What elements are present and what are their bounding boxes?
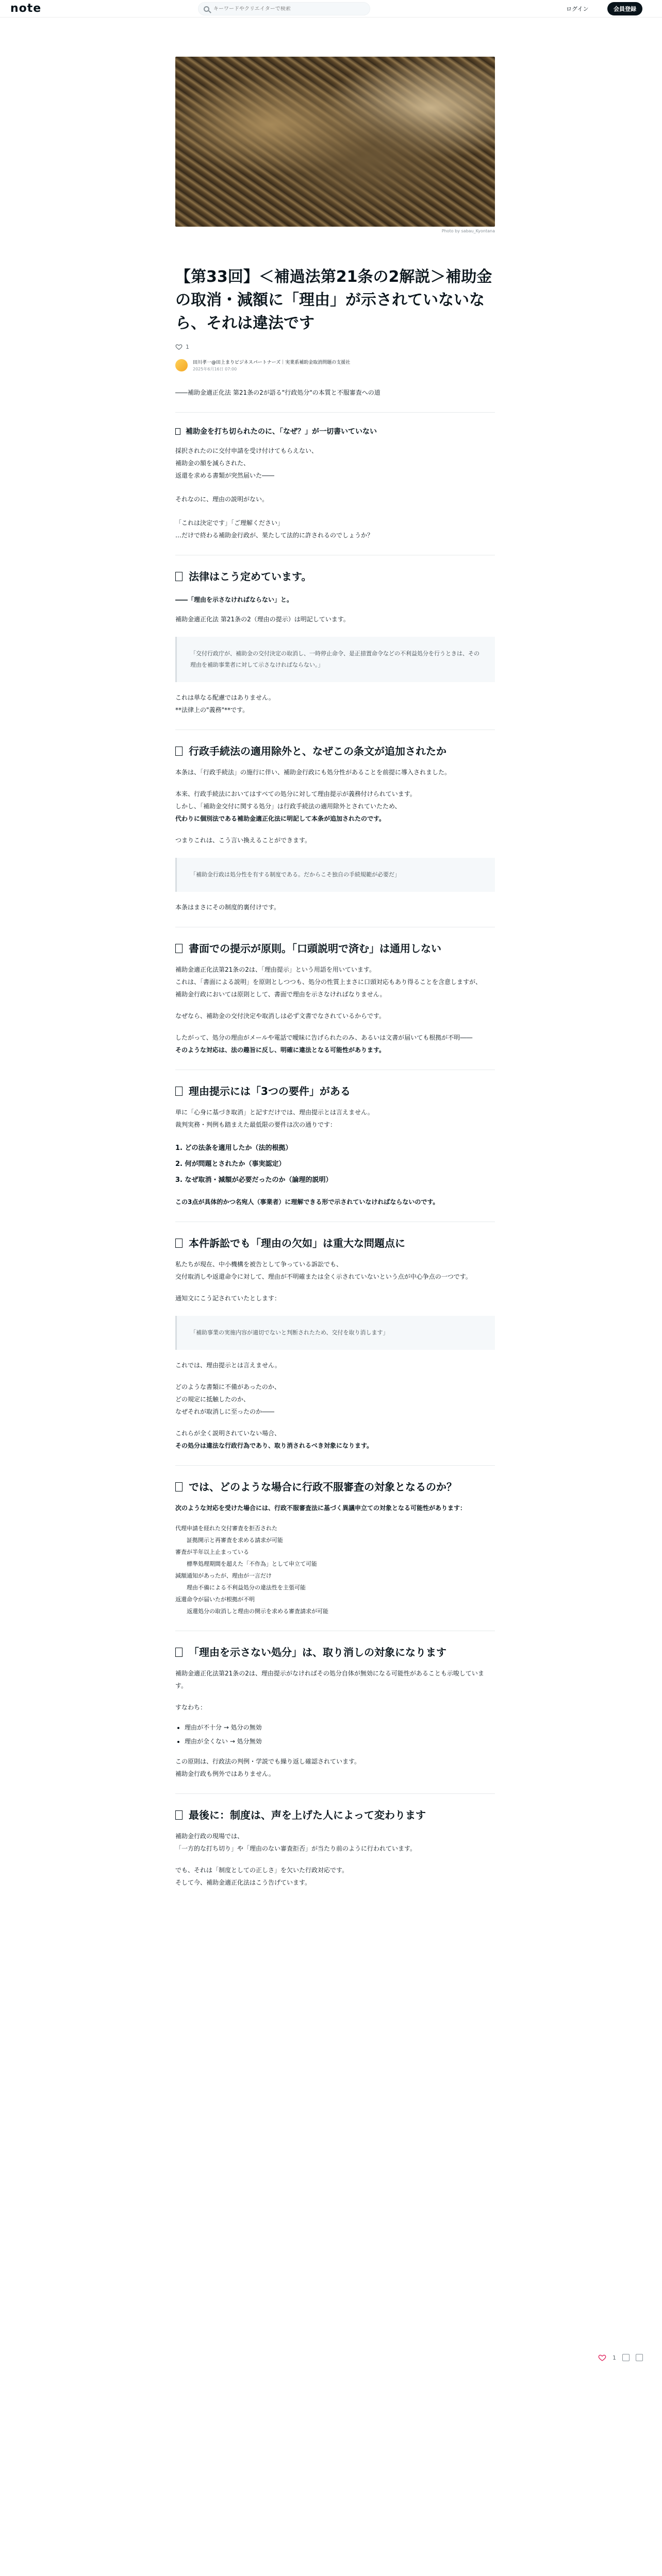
divider: [175, 1465, 495, 1466]
section-heading: 本件訴訟でも「理由の欠如」は重大な問題点に: [175, 1235, 495, 1251]
square-icon: [175, 1648, 183, 1657]
paragraph: 採択されたのに交付申請を受け付けてもらえない、: [175, 447, 318, 454]
paragraph: その処分は違法な行政行為であり、取り消されるべき対象になります。: [175, 1442, 373, 1449]
tree-item: 審査が半年以上止まっている: [175, 1548, 249, 1555]
hero-image: [175, 57, 495, 227]
paragraph: 私たちが現在、中小機構を被告として争っている訴訟でも、: [175, 1260, 343, 1268]
list-item: 2. 何が問題とされたか（事実認定）: [175, 1160, 286, 1168]
paragraph: 補助金適正化法 第21条の2（理由の提示）は明記しています。: [175, 615, 350, 623]
paragraph: 補助金行政も例外ではありません。: [175, 1770, 275, 1778]
search-input[interactable]: [213, 6, 358, 12]
paragraph: これは、「書面による説明」を原則としつつも、処分の性質上まさに口頭対応もあり得ることを含意しますが、: [175, 978, 482, 986]
section-heading: 書面での提示が原則。「口頭説明で済む」は通用しない: [175, 941, 495, 956]
paragraph: 「これは決定です」「ご理解ください」: [175, 519, 284, 527]
author-block[interactable]: [175, 359, 495, 372]
article-title: 【第33回】＜補過法第21条の2解説＞補助金の取消・減額に「理由」が示されていないなら、それは違法です: [175, 268, 492, 332]
paragraph: しかし、「補助金交付に関する処分」は行政手続法の適用除外とされていたため、: [175, 802, 401, 810]
paragraph: これでは、理由提示とは言えません。: [175, 1361, 281, 1369]
divider: [175, 1793, 495, 1794]
paragraph: 通知文にこう記されていたとします：: [175, 1294, 281, 1302]
section-heading: 理由提示には「3つの要件」がある: [175, 1083, 495, 1099]
section-heading: 行政手続法の適用除外と、なぜこの条文が追加されたか: [175, 743, 495, 759]
like-row[interactable]: [175, 343, 495, 350]
lead-text: ――補助金適正化法 第21条の2が語る"行政処分"の本質と不服審査への道: [175, 389, 380, 396]
paragraph: したがって、処分の理由がメールや電話で曖昧に告げられたのみ、あるいは文書が届いても根拠が不明――: [175, 1033, 473, 1041]
square-icon: [175, 1482, 183, 1492]
square-icon: [175, 747, 183, 756]
tree-subitem: 証拠開示と再審査を求める請求が可能: [187, 1536, 283, 1544]
paragraph: **法律上の"義務"**です。: [175, 706, 249, 714]
search-bar[interactable]: [198, 2, 370, 15]
tree-subitem: 返還処分の取消しと理由の開示を求める審査請求が可能: [187, 1608, 328, 1615]
author-name[interactable]: 田川孝一@田上まりビジネスパートナーズ｜実業系補助金取消問題の支援社: [193, 360, 351, 365]
section-heading: 補助金を打ち切られたのに、「なぜ？」が一切書いていない: [175, 426, 495, 437]
paragraph: 返還を求める書類が突然届いた――: [175, 471, 275, 479]
bookmark-icon[interactable]: [622, 2354, 630, 2361]
paragraph: これらが全く説明されていない場合、: [175, 1429, 281, 1437]
section-heading: 最後に：制度は、声を上げた人によって変わります: [175, 1807, 495, 1823]
paragraph: この原則は、行政法の判例・学説でも繰り返し確認されています。: [175, 1758, 361, 1766]
paragraph: 補助金適正化法第21条の2は、理由提示がなければその処分自体が無効になる可能性があることも示唆しています。: [175, 1670, 484, 1690]
square-icon: [175, 1239, 183, 1248]
signup-button[interactable]: 会員登録: [607, 2, 642, 15]
heart-icon[interactable]: [598, 2353, 606, 2362]
floating-actions: [598, 2353, 643, 2362]
paragraph: 単に「心身に基づき取消」と記すだけでは、理由提示とは言えません。: [175, 1108, 374, 1116]
paragraph: 補助金適正化法第21条の2は、「理由提示」という用語を用いています。: [175, 965, 375, 973]
requirement-list: [175, 1140, 495, 1189]
paragraph: 交付取消しや返還命令に対して、理由が不明確または全く示されていないという点が中心争点の一つです。: [175, 1273, 472, 1280]
paragraph: 本来、行政手続法においてはすべての処分に対して理由提示が義務付けられています。: [175, 790, 416, 798]
paragraph: 次のような対応を受けた場合には、行政不服審査法に基づく異議申立ての対象となる可能性があります：: [175, 1504, 467, 1512]
paragraph: 「一方的な打ち切り」や「理由のない審査拒否」が当たり前のように行われています。: [175, 1845, 417, 1853]
share-icon[interactable]: [636, 2354, 643, 2361]
paragraph: つまりこれは、こう言い換えることができます。: [175, 836, 311, 844]
paragraph: 本条はまさにその制度的裏付けです。: [175, 903, 280, 911]
paragraph: 補助金行政の現場では、: [175, 1833, 244, 1840]
paragraph: そのような対応は、法の趣旨に反し、明確に違法となる可能性があります。: [175, 1046, 386, 1054]
paragraph: でも、それは「制度としての正しさ」を欠いた行政対応です。: [175, 1867, 349, 1874]
note-logo[interactable]: note: [10, 2, 42, 15]
paragraph: なぜそれが取消しに至ったのか――: [175, 1408, 275, 1415]
case-tree: [175, 1522, 495, 1618]
paragraph: 代わりに個別法である補助金適正化法に明記して本条が追加されたのです。: [175, 815, 386, 822]
square-icon: [175, 1810, 183, 1820]
square-icon: [175, 428, 180, 435]
paragraph: この3点が具体的かつ名宛人（事業者）に理解できる形で示されていなければならないのです。: [175, 1198, 439, 1206]
paragraph: そして今、補助金適正化法はこう告げています。: [175, 1879, 311, 1887]
square-icon: [175, 572, 183, 581]
list-item: 1. どの法条を適用したか（法的根拠）: [175, 1144, 292, 1152]
tree-item: 減額通知があったが、理由が一言だけ: [175, 1572, 272, 1579]
paragraph: これは単なる配慮ではありません。: [175, 693, 275, 701]
login-button[interactable]: ログイン: [566, 6, 589, 12]
tree-subitem: 理由不備による不利益処分の違法性を主張可能: [187, 1584, 306, 1591]
divider: [175, 412, 495, 413]
publish-date: 2025年6月16日 07:00: [193, 367, 237, 371]
site-header: [0, 0, 662, 18]
section-heading: 法律はこう定めています。: [175, 569, 495, 584]
paragraph: どの規定に抵触したのか、: [175, 1395, 250, 1403]
square-icon: [175, 944, 183, 953]
paragraph: すなわち：: [175, 1704, 207, 1711]
paragraph: …だけで終わる補助金行政が、果たして法的に許されるのでしょうか？: [175, 531, 374, 539]
paragraph: 本条は、「行政手続法」の施行に伴い、補助金行政にも処分性があることを前提に導入されました。: [175, 768, 451, 776]
blockquote: 「補助金行政は処分性を有する制度である。だからこそ独自の手続規範が必要だ」: [175, 858, 495, 892]
tree-subitem: 標準処理期間を超えた「不作為」として申立て可能: [187, 1560, 317, 1567]
tree-item: 返還命令が届いたが根拠が不明: [175, 1596, 255, 1603]
list-item: • 理由が全くない → 処分無効: [185, 1735, 495, 1748]
blockquote: 「補助事業の実施内容が適切でないと判断されたため、交付を取り消します」: [175, 1316, 495, 1350]
subheading: ――「理由を示さなければならない」と。: [175, 596, 293, 603]
section-heading: 「理由を示さない処分」は、取り消しの対象になります: [175, 1645, 495, 1660]
heart-icon[interactable]: [175, 343, 183, 350]
photo-credit[interactable]: Photo by sabau_Kyontana: [441, 229, 495, 233]
list-item: • 理由が不十分 → 処分の無効: [185, 1721, 495, 1734]
paragraph: なぜなら、補助金の交付決定や取消しは必ず文書でなされているからです。: [175, 1012, 385, 1020]
section-heading: では、どのような場合に行政不服審査の対象となるのか？: [175, 1479, 495, 1495]
side-like-count: 1: [613, 2354, 616, 2361]
article: [175, 57, 495, 1889]
paragraph: 補助金行政においては原則として、書面で理由を示さなければなりません。: [175, 990, 386, 998]
paragraph: それなのに、理由の説明がない。: [175, 495, 269, 503]
paragraph: どのような書類に不備があったのか、: [175, 1383, 280, 1391]
like-count: 1: [186, 343, 189, 350]
avatar[interactable]: [175, 359, 188, 371]
paragraph: 補助金の額を減らされた、: [175, 459, 250, 467]
blockquote: 「交付行政庁が、補助金の交付決定の取消し、一時停止命令、是正措置命令などの不利益処分を行うときは、その理由を補助事業者に対して示さなければならない。」: [175, 637, 495, 682]
tree-item: 代理申請を経れた交付審査を拒否された: [175, 1524, 277, 1532]
list-item: 3. なぜ取消・減額が必要だったのか（論理的説明）: [175, 1176, 333, 1184]
square-icon: [175, 1087, 183, 1096]
bullet-list: [175, 1721, 495, 1748]
search-icon: [204, 6, 209, 12]
paragraph: 裁判実務・判例も踏まえた最低限の要件は次の通りです：: [175, 1121, 337, 1128]
